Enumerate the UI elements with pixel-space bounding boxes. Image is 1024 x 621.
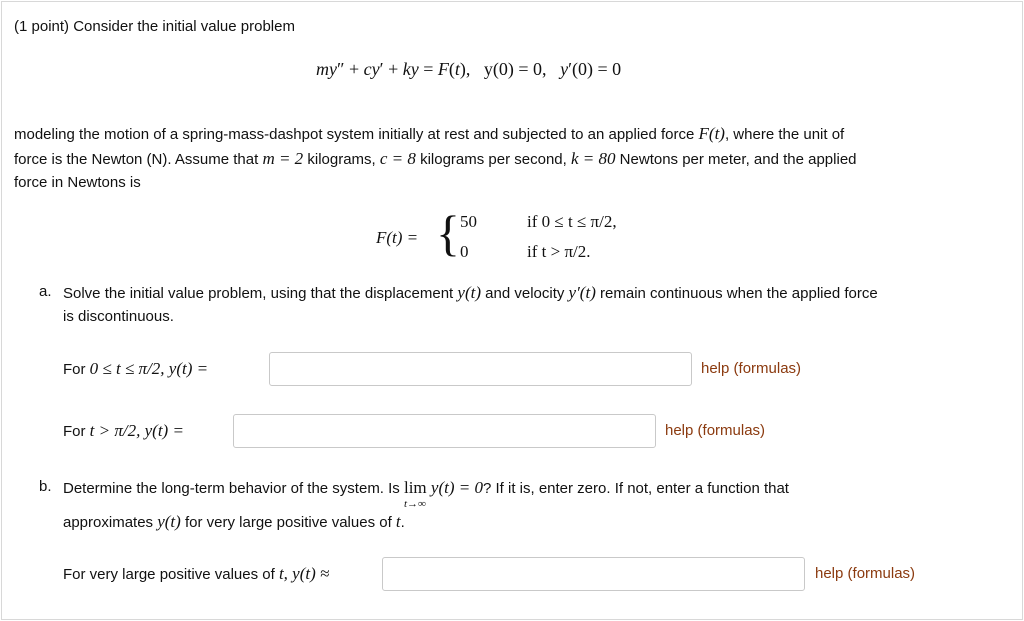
part-b-label: b. [39, 478, 52, 495]
answer-b-label: For very large positive values of t, y(t) ≈ [63, 564, 330, 583]
intro-line-1: modeling the motion of a spring-mass-dashpot system initially at rest and subjected to an applied force F(t), where the unit of [14, 124, 845, 143]
intro-line-2: force is the Newton (N). Assume that m = 2 kilograms, c = 8 kilograms per second, k = 80 Newtons per meter, and the applied [14, 149, 857, 168]
problem-panel [1, 1, 1023, 620]
part-a-text-line-2: is discontinuous. [63, 308, 174, 325]
piecewise-lhs: F(t) = [376, 228, 419, 247]
case2-condition: if t > π/2. [527, 242, 591, 261]
part-b-text-line-2: approximates y(t) for very large positive values of t. [63, 512, 405, 531]
limit-expression: lim t→∞ [403, 478, 427, 510]
answer-b-input[interactable] [382, 557, 805, 591]
answer-a2-input[interactable] [233, 414, 656, 448]
ivp-equation: my″ + cy′ + ky = F(t), y(0) = 0, y′(0) = 0 [316, 59, 622, 79]
answer-a1-label: For 0 ≤ t ≤ π/2, y(t) = [63, 359, 209, 378]
help-formulas-link-a2[interactable]: help (formulas) [665, 422, 766, 439]
part-a-label: a. [39, 283, 52, 300]
initial-condition-1: y(0) = 0, [483, 59, 547, 79]
part-a-text-line-1: Solve the initial value problem, using that the displacement y(t) and velocity y′(t) remain continuous when the applied force [63, 283, 878, 302]
case2-value: 0 [460, 242, 469, 261]
case1-value: 50 [460, 212, 477, 231]
case1-condition: if 0 ≤ t ≤ π/2, [527, 212, 617, 231]
answer-a2-label: For t > π/2, y(t) = [63, 421, 184, 440]
problem-header: (1 point) Consider the initial value problem [14, 18, 295, 35]
answer-a1-input[interactable] [269, 352, 692, 386]
help-formulas-link-b[interactable]: help (formulas) [815, 565, 916, 582]
piecewise-brace: { [436, 205, 460, 261]
part-b-text-line-1: Determine the long-term behavior of the system. Is lim t→∞ y(t) = 0? If it is, enter zero. If not, enter a function that [63, 478, 789, 510]
intro-line-3: force in Newtons is [14, 174, 141, 191]
help-formulas-link-a1[interactable]: help (formulas) [701, 360, 802, 377]
